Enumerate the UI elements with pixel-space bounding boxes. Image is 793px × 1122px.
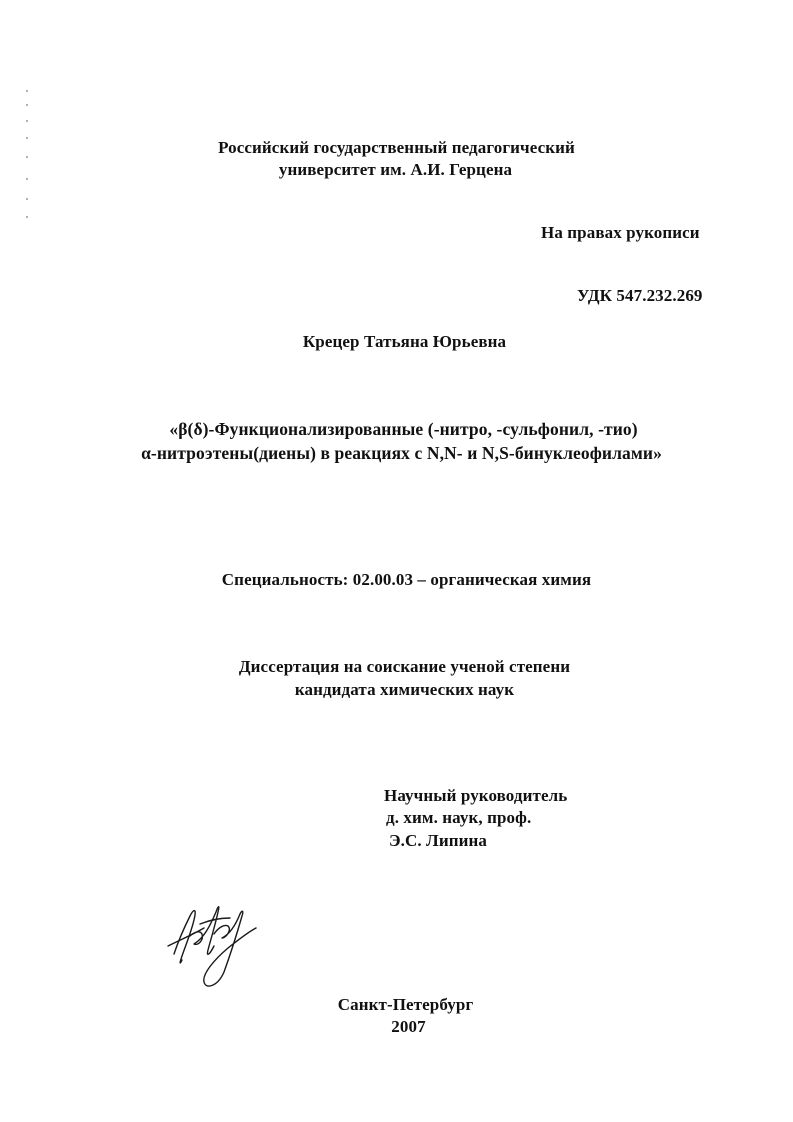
- udc-code: УДК 547.232.269: [577, 286, 703, 305]
- rights-note: На правах рукописи: [541, 223, 700, 242]
- specialty: Специальность: 02.00.03 – органическая химия: [221, 570, 592, 589]
- degree-line2: кандидата химических наук: [294, 680, 515, 699]
- city: Санкт-Петербург: [337, 995, 474, 1014]
- university-name-line1: Российский государственный педагогический: [218, 138, 575, 157]
- university-name-line2: университет им. А.И. Герцена: [278, 160, 513, 179]
- author-name: Крецер Татьяна Юрьевна: [302, 332, 507, 351]
- degree-line1: Диссертация на соискание ученой степени: [238, 657, 571, 676]
- year: 2007: [391, 1017, 426, 1036]
- supervisor-credentials: д. хим. наук, проф.: [386, 808, 532, 827]
- dissertation-title-line1: «β(δ)-Функционализированные (-нитро, -сульфонил, -тио): [169, 419, 638, 439]
- supervisor-name: Э.С. Липина: [389, 831, 488, 850]
- dissertation-title-line2: α-нитроэтены(диены) в реакциях с N,N- и N,S-бинуклеофилами»: [141, 443, 662, 463]
- supervisor-role: Научный руководитель: [384, 786, 568, 805]
- handwritten-signature: [160, 888, 290, 998]
